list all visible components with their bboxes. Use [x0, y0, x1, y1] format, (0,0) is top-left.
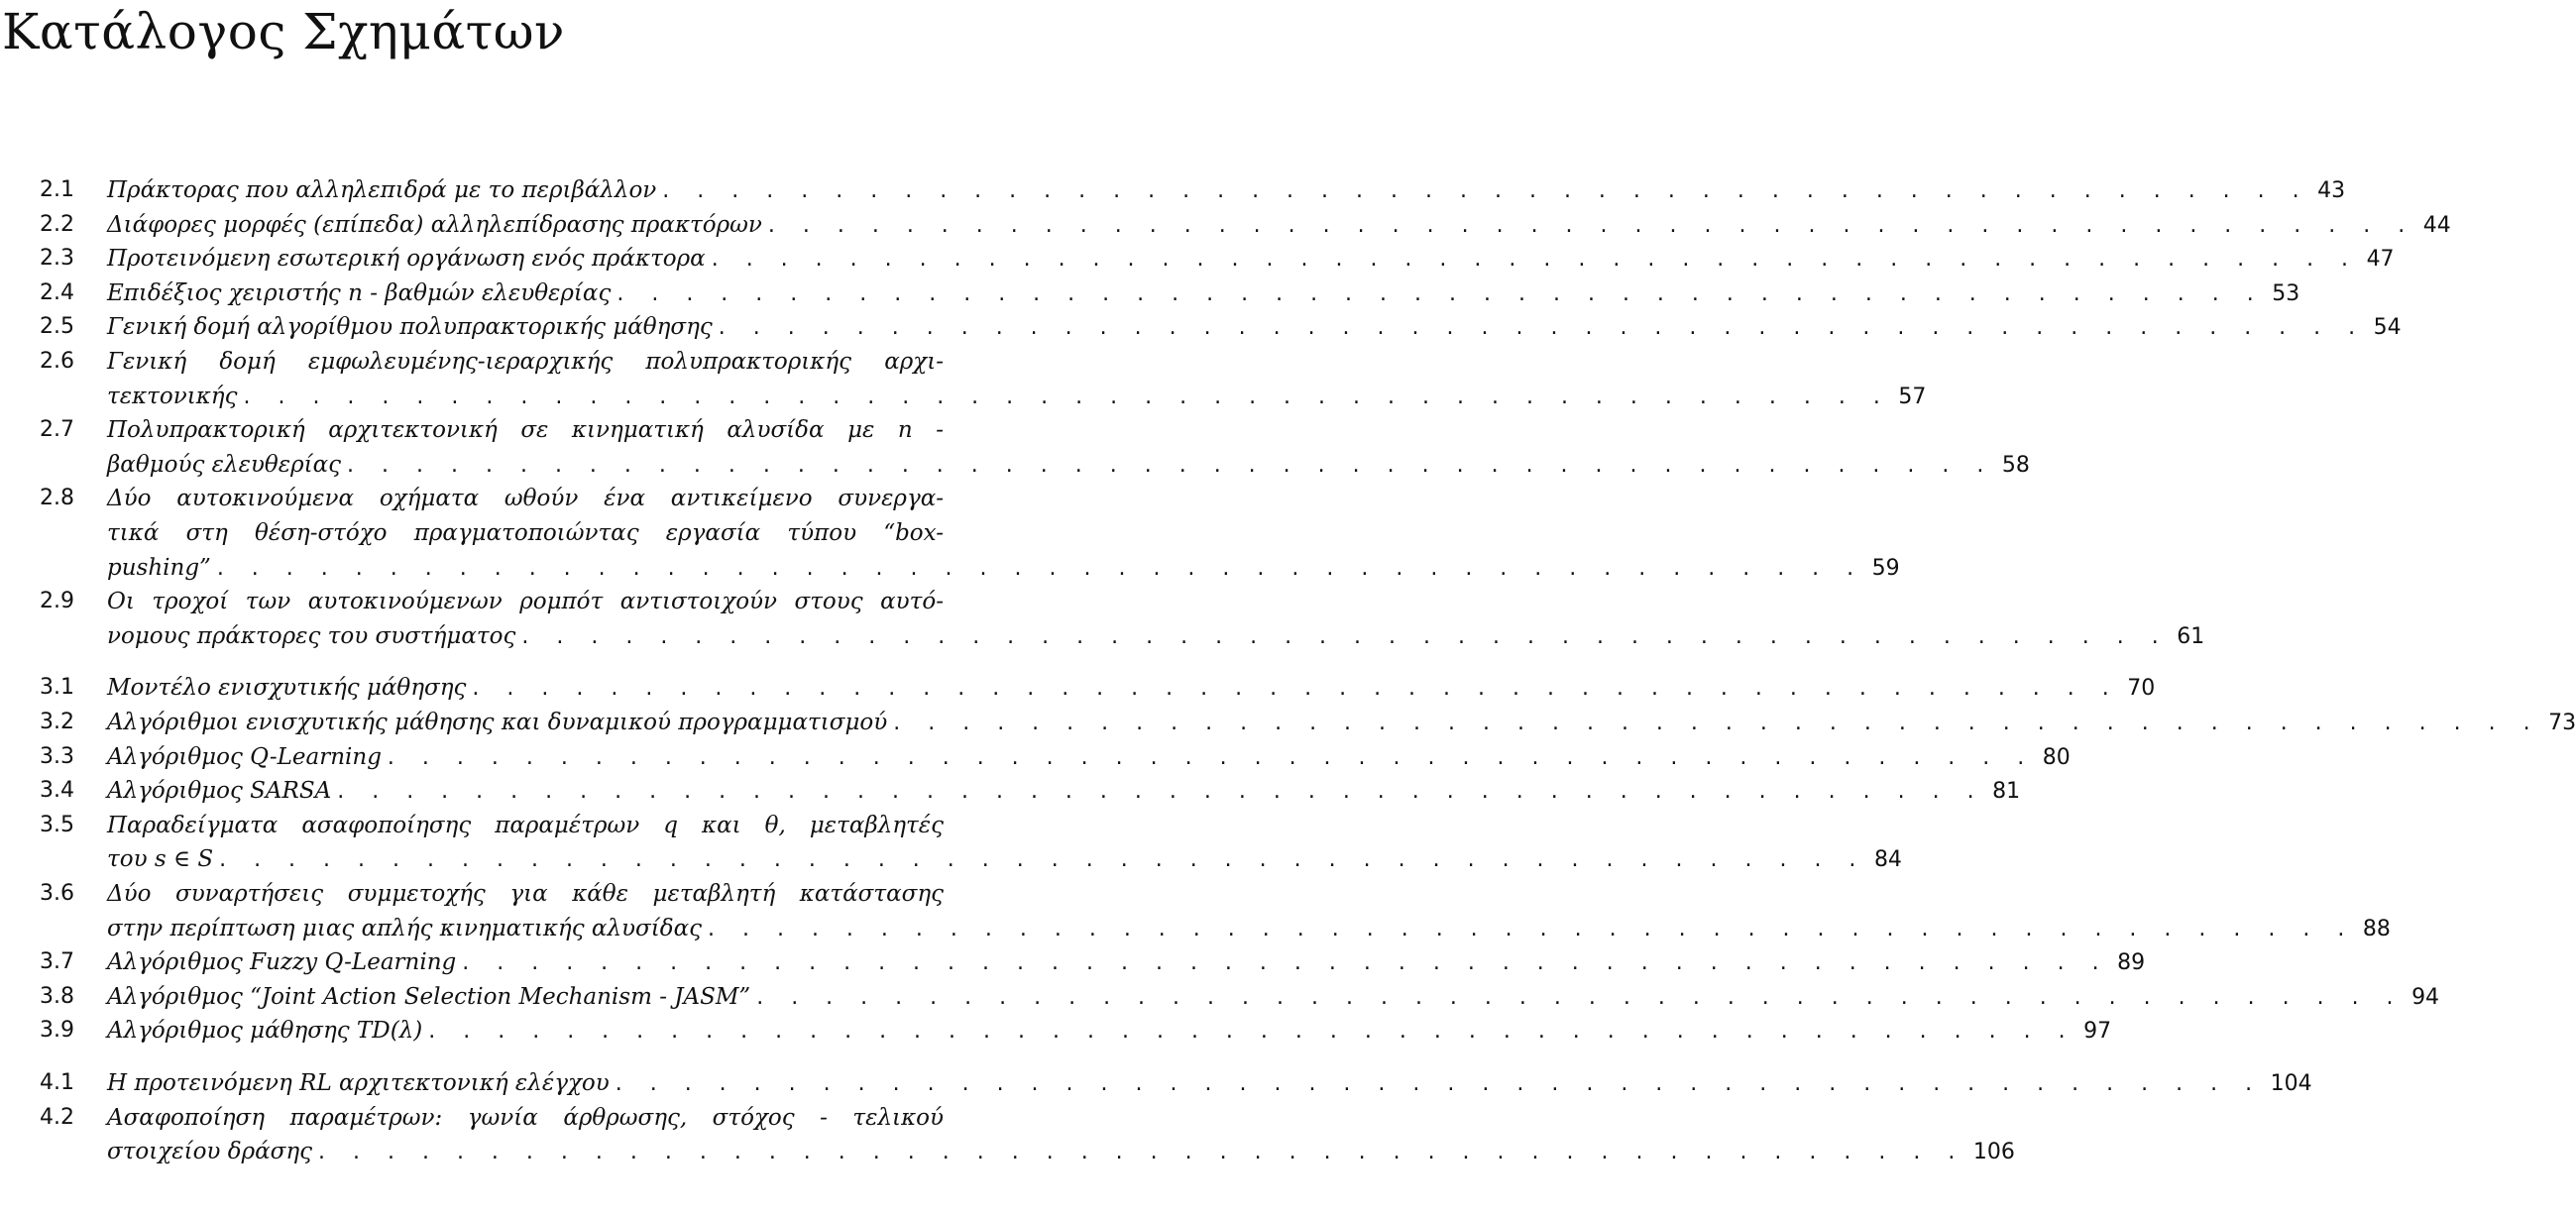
dot-leader: . . . . . . . . . . . . . . . . . . . . . . . . . . . . . . . . . . . . . . . . . . . . . . . .	[243, 384, 1891, 409]
figure-entry-line	[40, 310, 2402, 344]
figure-caption: Αλγόριθμος Fuzzy Q-Learning	[107, 949, 457, 976]
figure-caption: Μοντέλο ενισχυτικής μάθησης	[107, 675, 467, 702]
dot-leader: . . . . . . . . . . . . . . . . . . . . . . . . . . . . . . . . . . . . . . . . . . . . . . . .	[616, 280, 2265, 306]
figure-caption: Αλγόριθμος μάθησης TD(λ)	[107, 1018, 423, 1045]
dot-leader: . . . . . . . . . . . . . . . . . . . . . . . . . . . . . . . . . . . . . . . . . . . . . . . .	[462, 950, 2110, 976]
page-number: 53	[2272, 280, 2300, 306]
dot-leader: . . . . . . . . . . . . . . . . . . . . . . . . . . . . . . . . . . . . . . . . . . . . . . . .	[347, 452, 1994, 478]
figure-entry-line	[40, 448, 2030, 482]
figure-entry-line	[40, 1135, 2015, 1168]
figure-number: 2.8	[40, 486, 74, 511]
figure-entry-line	[40, 242, 2395, 276]
figure-number: 2.9	[40, 589, 74, 614]
figure-entry-line	[40, 1101, 944, 1135]
figure-number: 3.2	[40, 710, 74, 734]
dot-leader: . . . . . . . . . . . . . . . . . . . . . . . . . . . . . . . . . . . . . . . . . . . . . . . .	[707, 916, 2355, 941]
figure-caption: pushing”	[107, 554, 211, 581]
figure-caption: Πολυπρακτορική αρχιτεκτονική σε κινηματική αλυσίδα με n -	[107, 417, 944, 444]
figure-number: 2.2	[40, 211, 74, 237]
page-number: 80	[2042, 744, 2071, 770]
figure-number: 3.8	[40, 983, 74, 1009]
figure-entry-line	[40, 980, 2440, 1014]
figure-caption: Προτεινόμενη εσωτερική οργάνωση ενός πράκτορα	[107, 246, 706, 273]
figure-number: 3.9	[40, 1018, 74, 1044]
dot-leader: . . . . . . . . . . . . . . . . . . . . . . . . . . . . . . . . . . . . . . . . . . . . . . . .	[662, 178, 2310, 203]
figure-caption: Επιδέξιος χειριστής n - βαθμών ελευθερίας	[107, 279, 612, 306]
figure-number: 2.6	[40, 349, 74, 374]
dot-leader: . . . . . . . . . . . . . . . . . . . . . . . . . . . . . . . . . . . . . . . . . . . . . . . .	[472, 676, 2120, 702]
page-number: 61	[2177, 623, 2205, 649]
figure-entry-line	[40, 173, 2346, 207]
figure-entry-line	[40, 208, 2451, 242]
page-number: 59	[1871, 555, 1900, 581]
figure-caption: στοιχείου δράσης	[107, 1139, 312, 1165]
figure-entry-line	[40, 585, 944, 618]
figure-caption: Διάφορες μορφές (επίπεδα) αλληλεπίδρασης πρακτόρων	[107, 211, 762, 238]
figure-entry-line	[40, 276, 2300, 310]
figure-caption: Αλγόριθμος “Joint Action Selection Mechanism - JASM”	[107, 983, 751, 1010]
figure-number: 3.1	[40, 675, 74, 701]
figure-caption: Παραδείγματα ασαφοποίησης παραμέτρων q και θ, μεταβλητές	[107, 812, 944, 838]
page-number: 94	[2411, 984, 2440, 1010]
page-number: 44	[2422, 212, 2451, 238]
figure-caption: Ασαφοποίηση παραμέτρων: γωνία άρθρωσης, στόχος - τελικού	[107, 1104, 944, 1131]
figure-caption: Οι τροχοί των αυτοκινούμενων ρομπότ αντιστοιχούν στους αυτό-	[107, 589, 944, 615]
dot-leader: . . . . . . . . . . . . . . . . . . . . . . . . . . . . . . . . . . . . . . . . . . . . . . . .	[337, 779, 1985, 805]
figure-entry-line	[40, 945, 2146, 979]
page-number: 106	[1972, 1140, 2015, 1165]
figure-number: 2.1	[40, 177, 74, 202]
dot-leader: . . . . . . . . . . . . . . . . . . . . . . . . . . . . . . . . . . . . . . . . . . . . . . . .	[387, 744, 2035, 770]
page-number: 89	[2117, 950, 2146, 976]
figure-entry-line	[40, 619, 2205, 653]
page-number: 43	[2317, 178, 2346, 203]
page-number: 104	[2270, 1071, 2312, 1096]
dot-leader: . . . . . . . . . . . . . . . . . . . . . . . . . . . . . . . . . . . . . . . . . . . . . . . .	[318, 1140, 1965, 1165]
figure-number: 4.1	[40, 1070, 74, 1095]
figure-caption: βαθμούς ελευθερίας	[107, 451, 342, 478]
figure-entry-line	[40, 551, 1900, 585]
figure-entry-line	[40, 706, 2576, 739]
figure-entry-line	[40, 1014, 2112, 1048]
figure-entry-line	[40, 877, 944, 911]
figure-number: 2.7	[40, 417, 74, 443]
figure-caption: Γενική δομή εμφωλευμένης-ιεραρχικής πολυπρακτορικής αρχι-	[107, 349, 944, 375]
figure-entry-line	[40, 671, 2156, 705]
figure-number: 2.5	[40, 314, 74, 340]
page-number: 70	[2127, 676, 2156, 702]
figure-number: 3.7	[40, 949, 74, 975]
dot-leader: . . . . . . . . . . . . . . . . . . . . . . . . . . . . . . . . . . . . . . . . . . . . . . . .	[521, 623, 2170, 649]
figure-entry-line	[40, 774, 2021, 808]
dot-leader: . . . . . . . . . . . . . . . . . . . . . . . . . . . . . . . . . . . . . . . . . . . . . . . .	[219, 847, 1866, 873]
figure-caption: τεκτονικής	[107, 383, 238, 409]
page-number: 58	[2001, 452, 2030, 478]
figure-number: 2.4	[40, 279, 74, 305]
figure-number: 2.3	[40, 246, 74, 272]
figure-caption: νομους πράκτορες του συστήματος	[107, 622, 516, 649]
page-number: 97	[2083, 1019, 2112, 1045]
figure-number: 3.4	[40, 778, 74, 804]
figure-caption: Αλγόριθμοι ενισχυτικής μάθησης και δυναμικού προγραμματισμού	[107, 710, 888, 735]
figure-entry-line	[40, 380, 1927, 413]
figure-entry-line	[40, 482, 944, 515]
page-number: 57	[1898, 384, 1927, 409]
figure-caption: Αλγόριθμος SARSA	[107, 778, 332, 805]
figure-number: 3.3	[40, 743, 74, 769]
figure-entry-line	[40, 516, 944, 550]
dot-leader: . . . . . . . . . . . . . . . . . . . . . . . . . . . . . . . . . . . . . . . . . . . . . . . .	[756, 984, 2405, 1010]
figure-entry-line	[40, 413, 944, 447]
dot-leader: . . . . . . . . . . . . . . . . . . . . . . . . . . . . . . . . . . . . . . . . . . . . . . . .	[718, 315, 2366, 341]
dot-leader: . . . . . . . . . . . . . . . . . . . . . . . . . . . . . . . . . . . . . . . . . . . . . . . .	[711, 247, 2359, 273]
figure-caption: Αλγόριθμος Q-Learning	[107, 743, 382, 770]
figure-entry-line	[40, 842, 1902, 876]
figure-caption: Η προτεινόμενη RL αρχιτεκτονική ελέγχου	[107, 1070, 610, 1096]
figure-caption: Γενική δομή αλγορίθμου πολυπρακτορικής μάθησης	[107, 314, 713, 341]
page-number: 47	[2366, 247, 2395, 273]
figure-entry-line	[40, 740, 2071, 774]
dot-leader: . . . . . . . . . . . . . . . . . . . . . . . . . . . . . . . . . . . . . . . . . . . . . . . .	[428, 1019, 2076, 1045]
page-number: 88	[2362, 916, 2391, 941]
figure-caption: Δύο αυτοκινούμενα οχήματα ωθούν ένα αντικείμενο συνεργα-	[107, 486, 944, 512]
page-number: 84	[1873, 847, 1902, 873]
figure-caption: τικά στη θέση-στόχο πραγματοποιώντας εργασία τύπου “box-	[107, 520, 944, 546]
figure-caption: του s ∈ S	[107, 846, 214, 873]
page-number: 54	[2373, 315, 2402, 341]
dot-leader: . . . . . . . . . . . . . . . . . . . . . . . . . . . . . . . . . . . . . . . . . . . . . . . .	[767, 212, 2415, 238]
page-number: 73	[2548, 711, 2576, 735]
figure-number: 4.2	[40, 1104, 74, 1130]
figure-caption: Πράκτορας που αλληλεπιδρά με το περιβάλλον	[107, 177, 657, 203]
figure-number: 3.5	[40, 812, 74, 837]
figure-caption: Δύο συναρτήσεις συμμετοχής για κάθε μεταβλητή κατάστασης	[107, 881, 944, 907]
figure-number: 3.6	[40, 881, 74, 906]
figure-caption: στην περίπτωση μιας απλής κινηματικής αλυσίδας	[107, 915, 702, 941]
page-number: 81	[1992, 779, 2021, 805]
figure-entry-line	[40, 912, 2391, 945]
dot-leader: . . . . . . . . . . . . . . . . . . . . . . . . . . . . . . . . . . . . . . . . . . . . . . . .	[216, 555, 1864, 581]
figure-entry-line	[40, 809, 944, 842]
figure-entry-line	[40, 345, 944, 379]
dot-leader: . . . . . . . . . . . . . . . . . . . . . . . . . . . . . . . . . . . . . . . . . . . . . . . .	[615, 1071, 2263, 1096]
figure-entry-line	[40, 1066, 2312, 1100]
dot-leader: . . . . . . . . . . . . . . . . . . . . . . . . . . . . . . . . . . . . . . . . . . . . . . . .	[893, 711, 2541, 735]
page-title: Κατάλογος Σχημάτων	[2, 3, 565, 60]
